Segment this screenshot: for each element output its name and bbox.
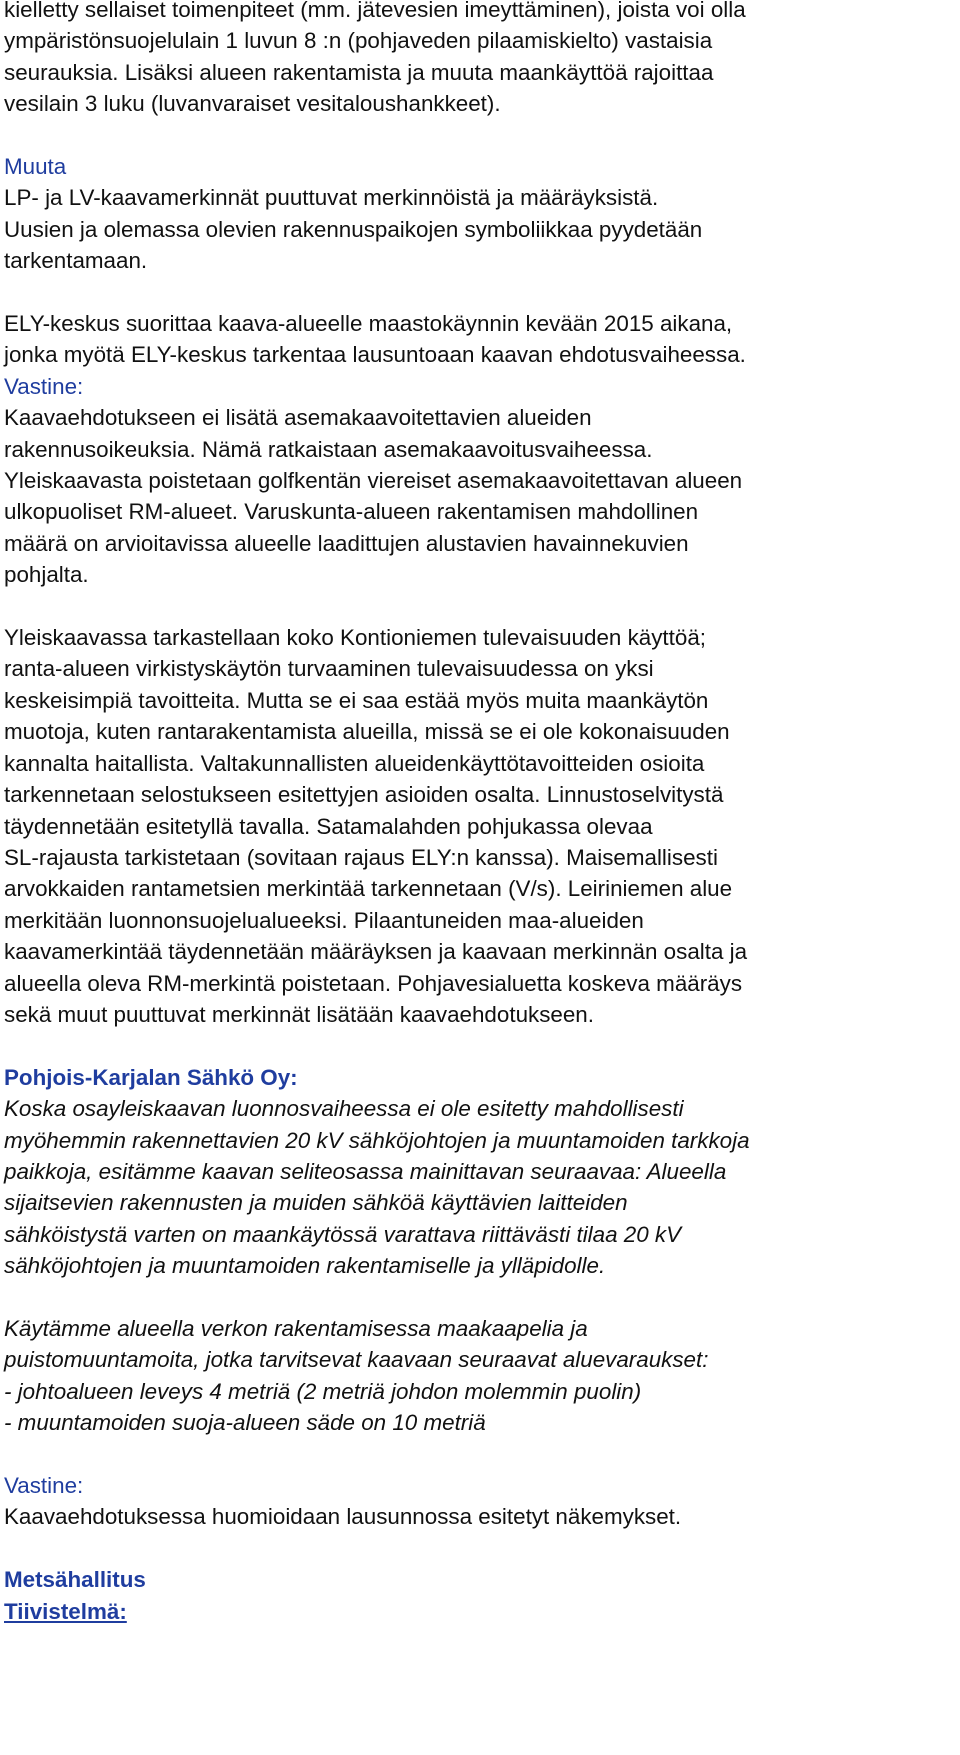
section-heading-metsahallitus: Metsähallitus	[4, 1567, 146, 1593]
text-line: tarkennetaan selostukseen esitettyjen asioiden osalta. Linnustoselvitystä	[4, 782, 724, 808]
vastine-heading: Vastine:	[4, 1473, 84, 1498]
quote-line: paikkoja, esitämme kaavan seliteosassa mainittavan seuraavaa: Alueella	[4, 1158, 727, 1184]
ely-paragraph	[4, 308, 954, 371]
quote-line: sähköjohtojen ja muuntamoiden rakentamiselle ja ylläpidolle.	[4, 1253, 606, 1279]
text-line: ELY-keskus suorittaa kaava-alueelle maastokäynnin kevään 2015 aikana,	[4, 311, 733, 337]
section-heading-pks: Pohjois-Karjalan Sähkö Oy:	[4, 1064, 298, 1090]
paragraph-gap	[4, 591, 954, 622]
paragraph-gap	[4, 277, 954, 308]
quote-line: - johtoalueen leveys 4 metriä (2 metriä johdon molemmin puolin)	[4, 1378, 642, 1404]
text-line: ulkopuoliset RM-alueet. Varuskunta-alueen rakentamisen mahdollinen	[4, 499, 699, 525]
text-line: tarkentamaan.	[4, 248, 148, 274]
text-line: seurauksia. Lisäksi alueen rakentamista ja muuta maankäyttöä rajoittaa	[4, 59, 714, 85]
quote-line: Käytämme alueella verkon rakentamisessa maakaapelia ja	[4, 1315, 588, 1341]
text-line: vesilain 3 luku (luvanvaraiset vesitaloushankkeet).	[4, 91, 501, 117]
paragraph-gap	[4, 120, 954, 151]
text-line: keskeisimpiä tavoitteita. Mutta se ei saa estää myös muita maankäytön	[4, 687, 709, 713]
metsahallitus-section	[4, 1564, 954, 1627]
paragraph-gap	[4, 1533, 954, 1564]
quote-line: puistomuuntamoita, jotka tarvitsevat kaavaan seuraavat aluevaraukset:	[4, 1347, 709, 1373]
quote-line: myöhemmin rakennettavien 20 kV sähköjohtojen ja muuntamoiden tarkkoja	[4, 1127, 750, 1153]
pks-section	[4, 1062, 954, 1439]
text-line: kaavamerkintää täydennetään määräyksen ja kaavaan merkinnän osalta ja	[4, 939, 748, 965]
text-line: merkitään luonnonsuojelualueeksi. Pilaantuneiden maa-alueiden	[4, 907, 644, 933]
text-line: määrä on arvioitavissa alueelle laadittujen alustavien havainnekuvien	[4, 530, 689, 556]
quote-line: - muuntamoiden suoja-alueen säde on 10 metriä	[4, 1410, 486, 1436]
text-line: rakennusoikeuksia. Nämä ratkaistaan asemakaavoitusvaiheessa.	[4, 436, 653, 462]
paragraph-gap	[4, 1030, 954, 1061]
text-line: Yleiskaavassa tarkastellaan koko Kontioniemen tulevaisuuden käyttöä;	[4, 625, 706, 651]
text-line: jonka myötä ELY-keskus tarkentaa lausuntoaan kaavan ehdotusvaiheessa.	[4, 342, 746, 368]
vastine-heading: Vastine:	[4, 373, 84, 399]
text-line: arvokkaiden rantametsien merkintää tarkennetaan (V/s). Leiriniemen alue	[4, 876, 733, 902]
quote-line: sähköistystä varten on maankäytössä varattava riittävästi tilaa 20 kV	[4, 1221, 682, 1247]
section-heading-muuta: Muuta	[4, 154, 67, 180]
yleiskaava-paragraph	[4, 622, 954, 1030]
document-page	[4, 0, 954, 1627]
text-line: kielletty sellaiset toimenpiteet (mm. jätevesien imeyttäminen), joista voi olla	[4, 0, 746, 22]
text-line: ranta-alueen virkistyskäytön turvaaminen tulevaisuudessa on yksi	[4, 656, 654, 682]
intro-paragraph	[4, 0, 954, 120]
text-line: Kaavaehdotukseen ei lisätä asemakaavoitettavien alueiden	[4, 405, 592, 431]
vastine-section-2	[4, 1470, 954, 1533]
text-line: pohjalta.	[4, 562, 89, 588]
vastine-section-1	[4, 371, 954, 591]
text-line: Yleiskaavasta poistetaan golfkentän viereiset asemakaavoitettavan alueen	[4, 468, 743, 494]
text-line: SL-rajausta tarkistetaan (sovitaan rajaus ELY:n kanssa). Maisemallisesti	[4, 844, 718, 870]
text-line: kannalta haitallista. Valtakunnallisten alueidenkäyttötavoitteiden osioita	[4, 750, 705, 776]
text-line: muotoja, kuten rantarakentamista alueilla, missä se ei ole kokonaisuuden	[4, 719, 730, 745]
section-subheading-tiivistelma: Tiivistelmä:	[4, 1598, 127, 1624]
text-line: Uusien ja olemassa olevien rakennuspaikojen symboliikkaa pyydetään	[4, 216, 703, 242]
quote-line: Koska osayleiskaavan luonnosvaiheessa ei ole esitetty mahdollisesti	[4, 1096, 684, 1122]
text-line: täydennetään esitetyllä tavalla. Satamalahden pohjukassa olevaa	[4, 813, 653, 839]
text-line: ympäristönsuojelulain 1 luvun 8 :n (pohjaveden pilaamiskielto) vastaisia	[4, 28, 713, 54]
text-line: LP- ja LV-kaavamerkinnät puuttuvat merkinnöistä ja määräyksistä.	[4, 185, 659, 211]
text-line: sekä muut puuttuvat merkinnät lisätään kaavaehdotukseen.	[4, 1001, 594, 1027]
paragraph-gap	[4, 1439, 954, 1470]
muuta-section	[4, 151, 954, 277]
text-line: alueella oleva RM-merkintä poistetaan. Pohjavesialuetta koskeva määräys	[4, 970, 743, 996]
paragraph-gap	[4, 1282, 954, 1313]
quote-line: sijaitsevien rakennusten ja muiden sähköä käyttävien laitteiden	[4, 1190, 628, 1216]
text-line: Kaavaehdotuksessa huomioidaan lausunnossa esitetyt näkemykset.	[4, 1504, 682, 1530]
